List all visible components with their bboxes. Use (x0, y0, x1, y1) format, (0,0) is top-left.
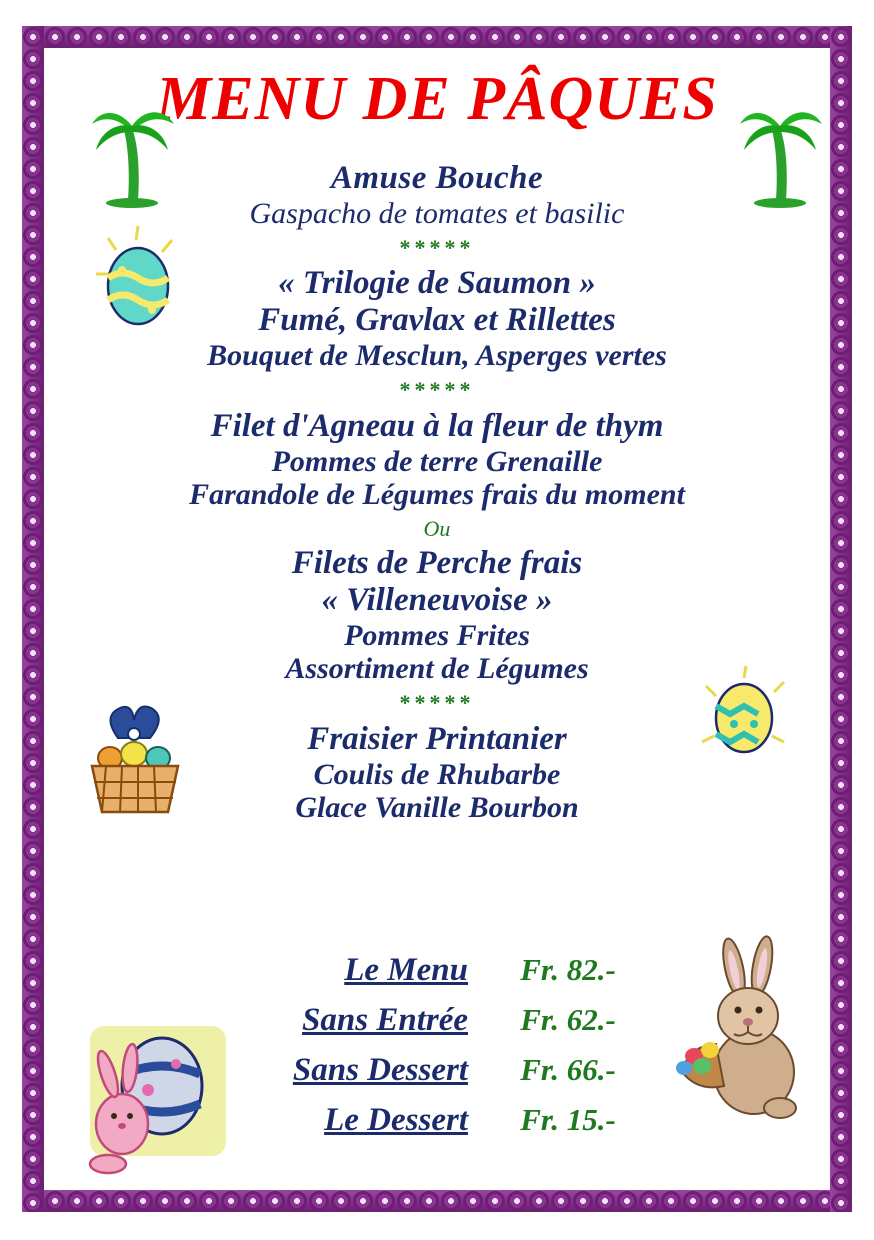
price-row (198, 1052, 678, 1102)
border-left (22, 26, 44, 1212)
section-separator: ***** (399, 376, 475, 402)
page-content (48, 52, 826, 1186)
price-value: Fr. 62.- (520, 1002, 616, 1037)
price-row (198, 952, 678, 1002)
price-value: Fr. 15.- (520, 1102, 616, 1137)
menu-line: Bouquet de Mesclun, Asperges vertes (207, 339, 667, 373)
price-value: Fr. 66.- (520, 1052, 616, 1087)
easter-egg-icon (86, 220, 196, 345)
border-right (830, 26, 852, 1212)
menu-line: Pommes de terre Grenaille (271, 444, 603, 478)
menu-line: Fumé, Gravlax et Rillettes (258, 302, 616, 339)
price-row (198, 1102, 678, 1152)
menu-line: « Villeneuvoise » (321, 581, 553, 618)
menu-line: « Trilogie de Saumon » (278, 265, 596, 302)
easter-basket-icon (80, 692, 190, 837)
price-row (198, 1002, 678, 1052)
section-separator: ***** (399, 689, 475, 715)
menu-line: Pommes Frites (344, 618, 530, 652)
price-label: Le Dessert (324, 1102, 468, 1138)
section-separator: ***** (399, 234, 475, 260)
bunny-with-egg-icon (78, 1012, 238, 1187)
border-top (22, 26, 852, 48)
menu-line: Glace Vanille Bourbon (295, 791, 579, 825)
easter-egg-icon (688, 662, 798, 777)
menu-line: Amuse Bouche (330, 160, 544, 196)
border-bottom (22, 1190, 852, 1212)
menu-line: Fraisier Printanier (307, 720, 567, 757)
palm-tree-icon (736, 100, 826, 215)
menu-line: Assortiment de Légumes (285, 652, 589, 686)
menu-line: Gaspacho de tomates et basilic (249, 196, 625, 230)
price-label: Le Menu (344, 952, 468, 988)
price-list (198, 952, 678, 1152)
palm-tree-icon (88, 100, 178, 215)
price-value: Fr. 82.- (520, 952, 616, 987)
menu-line: Filet d'Agneau à la fleur de thym (210, 407, 664, 444)
menu-line: Filets de Perche frais (291, 544, 583, 581)
price-label: Sans Entrée (302, 1002, 468, 1038)
menu-line: Coulis de Rhubarbe (313, 757, 561, 791)
menu-line: Farandole de Légumes frais du moment (189, 478, 685, 512)
page-title: MENU DE PÂQUES (156, 65, 718, 133)
price-label: Sans Dessert (292, 1052, 468, 1088)
alternative-label: Ou (423, 515, 451, 541)
easter-bunny-icon (668, 932, 818, 1127)
